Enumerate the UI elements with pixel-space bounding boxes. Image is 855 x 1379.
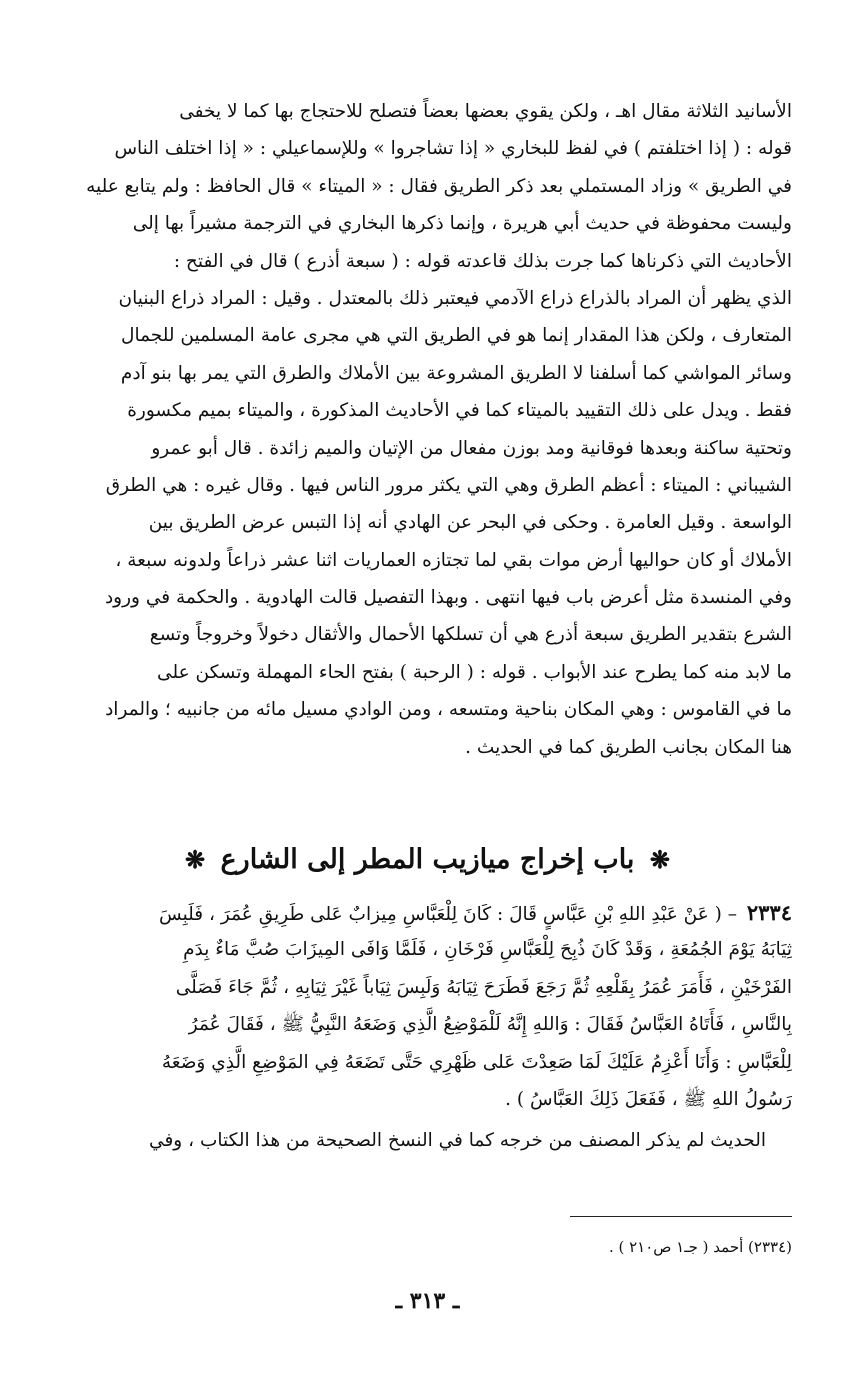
footnote: (٢٣٣٤) أحمد ( جـ١ ص٢١٠ ) . xyxy=(608,1238,792,1256)
text-line: وليست محفوظة في حديث أبي هريرة ، وإنما ذكرها البخاري في الترجمة مشيراً بها إلى xyxy=(132,213,792,235)
hadith-line: بِالنَّاسِ ، فَأَتَاهُ العَبَّاسُ فَقَالَ : وَاللهِ إِنَّهُ لَلْمَوْضِعُ الَّذِي وَضَعَهُ النَّبِيُّ ﷺ ، فَقَالَ عُمَرُ xyxy=(188,1014,792,1036)
chapter-heading xyxy=(0,836,855,884)
hadith-line: رَسُولُ اللهِ ﷺ ، فَفَعَلَ ذَلِكَ العَبَّاسُ ) . xyxy=(505,1088,792,1110)
hadith-line: ثِيَابَهُ يَوْمَ الجُمُعَةِ ، وَقَدْ كَانَ ذُبِحَ لِلْعَبَّاسِ فَرْخَانِ ، فَلَمَّا وَافَى المِيزَابَ صُبَّ مَاءٌ بِدَمِ xyxy=(183,939,792,961)
commentary-continuation xyxy=(66,1122,792,1159)
flower-ornament-icon: ❋ xyxy=(185,845,206,874)
page-number: ـ ٣١٣ ـ xyxy=(395,1288,460,1314)
text-line: وفي المنسدة مثل أعرض باب فيها انتهى . وبهذا التفصيل قالت الهادوية . والحكمة في ورود xyxy=(104,587,792,609)
text-line: الذي يظهر أن المراد بالذراع ذراع الآدمي فيعتبر ذلك بالمعتدل . وقيل : المراد ذراع البنيان xyxy=(118,287,792,309)
commentary-block xyxy=(66,93,792,766)
text-line: الأحاديث التي ذكرناها كما جرت بذلك قاعدته قوله : ( سبعة أذرع ) قال في الفتح : xyxy=(173,250,792,272)
text-line: قوله : ( إذا اختلفتم ) في لفظ للبخاري « إذا تشاجروا » وللإسماعيلي : « إذا اختلف الناس xyxy=(114,138,792,160)
flower-ornament-icon: ❋ xyxy=(649,845,670,874)
hadith-block xyxy=(66,894,792,1118)
text-line: وسائر المواشي كما أسلفنا لا الطريق المشروعة بين الأملاك والطرق التي يمر بها بنو آدم xyxy=(120,362,792,384)
text-line: ما في القاموس : وهي المكان بناحية ومتسعه ، ومن الوادي مسيل مائه من جانبيه ؛ والمراد xyxy=(105,699,792,721)
text-line: الأسانيد الثلاثة مقال اهـ ، ولكن يقوي بعضها بعضاً فتصلح للاحتجاج بها كما لا يخفى xyxy=(179,101,792,122)
text-line: الواسعة . وقيل العامرة . وحكى في البحر عن الهادي أنه إذا التبس عرض الطريق بين xyxy=(148,512,792,534)
hadith-text: – ( عَنْ عَبْدِ اللهِ بْنِ عَبَّاسٍ قَالَ : كَانَ لِلْعَبَّاسِ مِيزابٌ عَلى طَرِيقِ عُمَرَ ، فَلَبِسَ xyxy=(159,904,737,925)
text-line: ما لابد منه كما يطرح عند الأبواب . قوله : ( الرحبة ) بفتح الحاء المهملة وتسكن على xyxy=(157,661,792,683)
text-line: الحديث لم يذكر المصنف من خرجه كما في النسخ الصحيحة من هذا الكتاب ، وفي xyxy=(149,1130,766,1151)
text-line: وتحتية ساكنة وبعدها فوقانية ومد بوزن مفعال من الإتيان والميم زائدة . قال أبو عمرو xyxy=(151,437,792,459)
text-line: الشيباني : الميتاء : أعظم الطرق وهي التي يكثر مرور الناس فيها . وقال غيره : هي الطرق xyxy=(105,474,792,496)
text-line: المتعارف ، ولكن هذا المقدار إنما هو في الطريق التي هي مجرى عامة المسلمين للجمال xyxy=(121,325,792,347)
hadith-line: لِلْعَبَّاسِ : وَأَنَا أَعْزِمُ عَلَيْكَ لَمَا صَعِدْتَ عَلى ظَهْرِي حَتَّى تَضَعَهُ فِي المَوْضِعِ الَّذِي وَضَعَهُ xyxy=(161,1051,792,1073)
footnote-divider xyxy=(570,1216,792,1217)
chapter-title-text: باب إخراج ميازيب المطر إلى الشارع xyxy=(220,844,635,875)
text-line: في الطريق » وزاد المستملي بعد ذكر الطريق فقال : « الميتاء » قال الحافظ : ولم يتابع عليه xyxy=(86,175,792,197)
hadith-number: ٢٣٣٤ xyxy=(746,900,792,925)
text-line: الشرع بتقدير الطريق سبعة أذرع هي أن تسلكها الأحمال والأثقال دخولاً وخروجاً وتسع xyxy=(149,624,792,646)
text-line: هنا المكان بجانب الطريق كما في الحديث . xyxy=(465,736,792,758)
text-line: الأملاك أو كان حواليها أرض موات بقي لما تجتازه العماريات اثنا عشر ذراعاً ولدونه سبعة ، xyxy=(115,549,792,571)
hadith-line: الفَرْخَيْنِ ، فَأَمَرَ عُمَرُ بِقَلْعِهِ ثُمَّ رَجَعَ فَطَرَحَ ثِيَابَهُ وَلَبِسَ ثِيَاباً غَيْرَ ثِيَابِهِ ، ثُمَّ جَاءَ فَصَلَّى xyxy=(175,976,792,998)
hadith-line xyxy=(66,894,792,931)
text-line: فقط . ويدل على ذلك التقييد بالميتاء كما في الأحاديث المذكورة ، والميتاء بميم مكسورة xyxy=(127,400,792,422)
